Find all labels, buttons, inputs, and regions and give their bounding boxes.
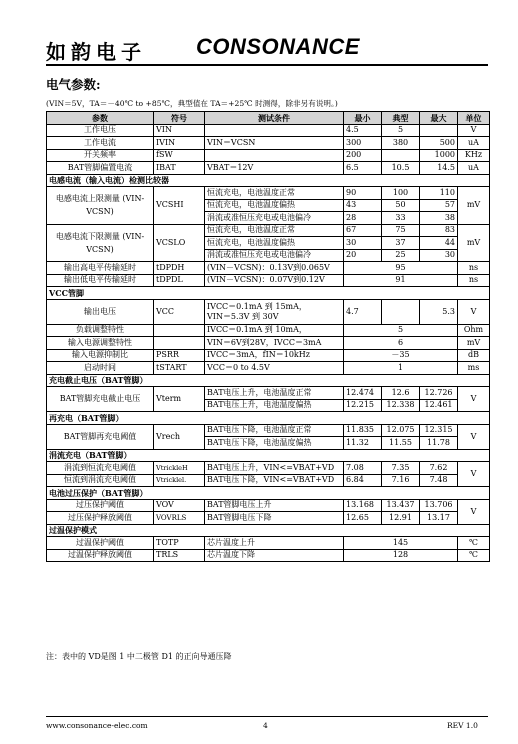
- section-heading: 电池过压保护（BAT管脚）: [47, 487, 490, 500]
- unit-cell: KHz: [458, 149, 490, 162]
- typ-cell: 7.35: [382, 462, 420, 475]
- section-heading: 充电截止电压（BAT管脚）: [47, 374, 490, 387]
- symbol-cell: VtrickleH: [154, 462, 205, 475]
- param-cell: 过压保护释放阈值: [47, 512, 154, 525]
- table-header-row: [47, 112, 490, 125]
- min-cell: 12.65: [344, 512, 382, 525]
- condition-cell: (VIN－VCSN)：0.07V到0.12V: [205, 274, 344, 287]
- condition-cell: 恒流充电，电池温度偏热: [205, 237, 344, 250]
- typ-cell: 37: [382, 237, 420, 250]
- max-cell: 44: [420, 237, 458, 250]
- typ-cell: 50: [382, 199, 420, 212]
- section-row: [47, 449, 490, 462]
- typ-cell: 380: [382, 137, 420, 150]
- param-cell: BAT管脚再充电阈值: [47, 424, 154, 449]
- footer-website: www.consonance-elec.com: [46, 721, 148, 730]
- revision: REV 1.0: [447, 721, 478, 730]
- unit-cell: ℃: [458, 537, 490, 550]
- company-name-cn: 如韵电子: [46, 40, 146, 64]
- unit-cell: ms: [458, 362, 490, 375]
- symbol-cell: TRLS: [154, 549, 205, 562]
- col-header: 最小: [344, 112, 382, 125]
- condition-cell: [205, 124, 344, 137]
- condition-cell: VIN＝VCSN: [205, 137, 344, 150]
- section-heading: 涓流充电（BAT管脚）: [47, 449, 490, 462]
- typ-cell: 12.338: [382, 399, 420, 412]
- section-heading: 电感电流（输入电流）检测比较器: [47, 174, 490, 187]
- param-cell: 恒流到涓流充电阈值: [47, 474, 154, 487]
- unit-cell: V: [458, 462, 490, 487]
- symbol-cell: VCSHI: [154, 187, 205, 225]
- col-header: 参数: [47, 112, 154, 125]
- symbol-cell: fSW: [154, 149, 205, 162]
- unit-cell: Ohm: [458, 324, 490, 337]
- max-cell: 1000: [420, 149, 458, 162]
- section-heading: 再充电（BAT管脚）: [47, 412, 490, 425]
- param-cell: 过温保护阈值: [47, 537, 154, 550]
- param-cell: 涓流到恒流充电阈值: [47, 462, 154, 475]
- section-heading: VCC管脚: [47, 287, 490, 300]
- table-row: [47, 462, 490, 475]
- min-cell: 90: [344, 187, 382, 200]
- condition-cell: BAT电压下降，电池温度偏热: [205, 437, 344, 450]
- symbol-cell: IBAT: [154, 162, 205, 175]
- condition-cell: [205, 149, 344, 162]
- section-row: [47, 487, 490, 500]
- min-cell: 6.5: [344, 162, 382, 175]
- max-cell: 12.461: [420, 399, 458, 412]
- condition-line: IVCC＝0.1mA 到 15mA，: [207, 301, 307, 311]
- table-row: [47, 262, 490, 275]
- typ-cell: 25: [382, 249, 420, 262]
- min-cell: 30: [344, 237, 382, 250]
- table-row: [47, 187, 490, 200]
- typ-cell: 91: [344, 274, 458, 287]
- condition-cell: (VIN－VCSN)：0.13V到0.065V: [205, 262, 344, 275]
- min-cell: 13.168: [344, 499, 382, 512]
- symbol-cell: tDPDH: [154, 262, 205, 275]
- param-cell: 输入电源调整特性: [47, 337, 154, 350]
- condition-cell: 芯片温度上升: [205, 537, 344, 550]
- max-cell: [420, 124, 458, 137]
- param-cell: 电感电流下限测量 (VIN-VCSN): [47, 224, 154, 262]
- table-row: [47, 474, 490, 487]
- typ-cell: 33: [382, 212, 420, 225]
- symbol-cell: tDPDL: [154, 274, 205, 287]
- table-row: [47, 299, 490, 324]
- max-cell: 14.5: [420, 162, 458, 175]
- unit-cell: mV: [458, 337, 490, 350]
- symbol-cell: TOTP: [154, 537, 205, 550]
- unit-cell: uA: [458, 162, 490, 175]
- condition-cell: BAT电压下降，VIN<=VBAT+VD: [205, 474, 344, 487]
- unit-cell: ℃: [458, 549, 490, 562]
- param-cell: BAT管脚充电截止电压: [47, 387, 154, 412]
- condition-cell: 涓流或准恒压充电或电池偏冷: [205, 249, 344, 262]
- company-name-en: CONSONANCE: [196, 34, 360, 59]
- typ-cell: 1: [344, 362, 458, 375]
- condition-cell: IVCC＝0.1mA 到 10mA，: [205, 324, 344, 337]
- symbol-cell: VOV: [154, 499, 205, 512]
- table-note: 注：表中的 VD是图 1 中二极管 D1 的正向导通压降: [46, 652, 232, 661]
- table-row: [47, 224, 490, 237]
- max-cell: 12.315: [420, 424, 458, 437]
- param-cell: 过温保护释放阈值: [47, 549, 154, 562]
- condition-cell: 恒流充电，电池温度偏热: [205, 199, 344, 212]
- table-row: [47, 387, 490, 400]
- unit-cell: dB: [458, 349, 490, 362]
- condition-cell: BAT电压上升，VIN<=VBAT+VD: [205, 462, 344, 475]
- col-header: 符号: [154, 112, 205, 125]
- condition-cell: BAT电压下降，电池温度正常: [205, 424, 344, 437]
- unit-cell: V: [458, 387, 490, 412]
- symbol-cell: VCSLO: [154, 224, 205, 262]
- typ-cell: －35: [344, 349, 458, 362]
- condition-cell: 恒流充电，电池温度正常: [205, 224, 344, 237]
- unit-cell: V: [458, 124, 490, 137]
- typ-cell: 12.075: [382, 424, 420, 437]
- condition-cell: [205, 299, 344, 324]
- symbol-cell: IVIN: [154, 137, 205, 150]
- max-cell: 57: [420, 199, 458, 212]
- table-row: [47, 349, 490, 362]
- page-number: 4: [263, 721, 268, 730]
- symbol-cell: PSRR: [154, 349, 205, 362]
- condition-line: VIN＝5.3V 到 30V: [207, 311, 279, 321]
- electrical-parameters-table: [46, 111, 490, 562]
- col-header: 典型: [382, 112, 420, 125]
- typ-cell: [382, 299, 420, 324]
- typ-cell: 128: [344, 549, 458, 562]
- symbol-cell: Vterm: [154, 387, 205, 412]
- max-cell: 83: [420, 224, 458, 237]
- typ-cell: 10.5: [382, 162, 420, 175]
- symbol-cell: tSTART: [154, 362, 205, 375]
- table-row: [47, 337, 490, 350]
- condition-cell: BAT管脚电压上升: [205, 499, 344, 512]
- header-rule: [46, 64, 488, 66]
- param-cell: 启动时间: [47, 362, 154, 375]
- max-cell: 500: [420, 137, 458, 150]
- min-cell: 11.835: [344, 424, 382, 437]
- typ-cell: 145: [344, 537, 458, 550]
- footer-rule: [46, 716, 488, 717]
- table-row: [47, 362, 490, 375]
- min-cell: 7.08: [344, 462, 382, 475]
- page-header: [46, 34, 486, 64]
- min-cell: 11.32: [344, 437, 382, 450]
- symbol-cell: VOVRLS: [154, 512, 205, 525]
- test-conditions: (VIN＝5V，TA＝－40℃ to +85℃，典型值在 TA＝+25℃ 时测得，除非另有说明。): [46, 99, 338, 108]
- section-row: [47, 374, 490, 387]
- max-cell: 12.726: [420, 387, 458, 400]
- section-row: [47, 524, 490, 537]
- max-cell: 11.78: [420, 437, 458, 450]
- table-row: [47, 162, 490, 175]
- min-cell: 4.7: [344, 299, 382, 324]
- typ-cell: 7.16: [382, 474, 420, 487]
- condition-cell: 涓流或准恒压充电或电池偏冷: [205, 212, 344, 225]
- symbol-cell: VCC: [154, 299, 205, 324]
- condition-cell: VIN＝6V到28V，IVCC＝3mA: [205, 337, 344, 350]
- max-cell: 13.17: [420, 512, 458, 525]
- typ-cell: 5: [382, 124, 420, 137]
- max-cell: 5.3: [420, 299, 458, 324]
- typ-cell: 95: [344, 262, 458, 275]
- unit-cell: V: [458, 424, 490, 449]
- unit-cell: V: [458, 499, 490, 524]
- typ-cell: 13.437: [382, 499, 420, 512]
- param-cell: 输出高电平传输延时: [47, 262, 154, 275]
- unit-cell: ns: [458, 274, 490, 287]
- condition-cell: IVCC＝3mA，fIN＝10kHz: [205, 349, 344, 362]
- param-cell: 负载调整特性: [47, 324, 154, 337]
- table-row: [47, 549, 490, 562]
- max-cell: 7.48: [420, 474, 458, 487]
- condition-cell: VCC＝0 to 4.5V: [205, 362, 344, 375]
- param-cell: 输出低电平传输延时: [47, 274, 154, 287]
- min-cell: 4.5: [344, 124, 382, 137]
- param-cell: 过压保护阈值: [47, 499, 154, 512]
- max-cell: 38: [420, 212, 458, 225]
- symbol-cell: [154, 324, 205, 337]
- typ-cell: 5: [344, 324, 458, 337]
- table-row: [47, 424, 490, 437]
- max-cell: 7.62: [420, 462, 458, 475]
- table-row: [47, 124, 490, 137]
- unit-cell: mV: [458, 224, 490, 262]
- table-row: [47, 274, 490, 287]
- typ-cell: 12.91: [382, 512, 420, 525]
- section-title: 电气参数:: [46, 77, 101, 92]
- typ-cell: 11.55: [382, 437, 420, 450]
- symbol-cell: Vtricklel.: [154, 474, 205, 487]
- table-row: [47, 537, 490, 550]
- table-row: [47, 499, 490, 512]
- table-row: [47, 137, 490, 150]
- typ-cell: 12.6: [382, 387, 420, 400]
- table-row: [47, 512, 490, 525]
- condition-cell: BAT电压上升，电池温度偏热: [205, 399, 344, 412]
- condition-cell: BAT电压上升，电池温度正常: [205, 387, 344, 400]
- min-cell: 200: [344, 149, 382, 162]
- typ-cell: 75: [382, 224, 420, 237]
- table-row: [47, 324, 490, 337]
- param-cell: 工作电流: [47, 137, 154, 150]
- min-cell: 20: [344, 249, 382, 262]
- unit-cell: ns: [458, 262, 490, 275]
- col-header: 最大: [420, 112, 458, 125]
- min-cell: 43: [344, 199, 382, 212]
- max-cell: 110: [420, 187, 458, 200]
- param-cell: BAT管脚偏置电流: [47, 162, 154, 175]
- min-cell: 12.215: [344, 399, 382, 412]
- symbol-cell: VIN: [154, 124, 205, 137]
- section-row: [47, 174, 490, 187]
- section-heading: 过温保护模式: [47, 524, 490, 537]
- symbol-cell: [154, 337, 205, 350]
- table-row: [47, 149, 490, 162]
- min-cell: 12.474: [344, 387, 382, 400]
- condition-cell: 芯片温度下降: [205, 549, 344, 562]
- typ-cell: [382, 149, 420, 162]
- unit-cell: mV: [458, 187, 490, 225]
- col-header: 测试条件: [205, 112, 344, 125]
- min-cell: 6.84: [344, 474, 382, 487]
- condition-cell: 恒流充电，电池温度正常: [205, 187, 344, 200]
- typ-cell: 6: [344, 337, 458, 350]
- min-cell: 300: [344, 137, 382, 150]
- condition-cell: BAT管脚电压下降: [205, 512, 344, 525]
- symbol-cell: Vrech: [154, 424, 205, 449]
- param-cell: 输出电压: [47, 299, 154, 324]
- param-cell: 工作电压: [47, 124, 154, 137]
- col-header: 单位: [458, 112, 490, 125]
- max-cell: 30: [420, 249, 458, 262]
- min-cell: 28: [344, 212, 382, 225]
- section-row: [47, 412, 490, 425]
- param-cell: 开关频率: [47, 149, 154, 162]
- max-cell: 13.706: [420, 499, 458, 512]
- section-row: [47, 287, 490, 300]
- unit-cell: V: [458, 299, 490, 324]
- unit-cell: uA: [458, 137, 490, 150]
- min-cell: 67: [344, 224, 382, 237]
- param-cell: 输入电源抑制比: [47, 349, 154, 362]
- typ-cell: 100: [382, 187, 420, 200]
- condition-cell: VBAT＝12V: [205, 162, 344, 175]
- param-cell: 电感电流上限测量 (VIN-VCSN): [47, 187, 154, 225]
